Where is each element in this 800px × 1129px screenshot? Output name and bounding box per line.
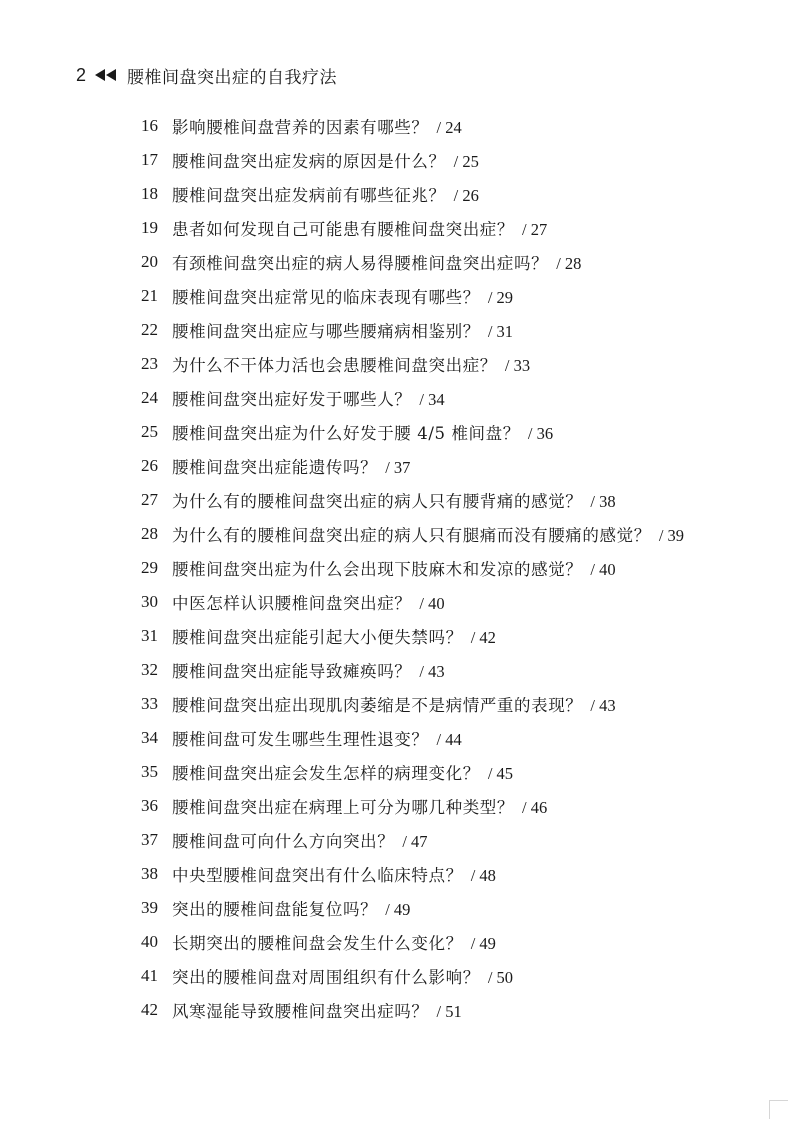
double-left-triangle-icon (95, 69, 117, 81)
toc-entry-title (172, 250, 581, 274)
toc-entry-title (172, 114, 462, 138)
toc-entry-question: 患者如何发现自己可能患有腰椎间盘突出症？ (172, 220, 514, 239)
toc-entry-question: 腰椎间盘突出症能导致瘫痪吗？ (172, 662, 412, 681)
toc-entry-number: 41 (141, 966, 158, 985)
toc-entry-question: 腰椎间盘突出症会发生怎样的病理变化？ (172, 764, 480, 783)
toc-entry-number: 31 (141, 626, 158, 645)
toc-entry-page: / 24 (436, 118, 462, 137)
toc-entry-question: 中医怎样认识腰椎间盘突出症？ (172, 594, 412, 613)
toc-entry-number: 17 (141, 150, 158, 169)
toc-entry-title (172, 658, 445, 682)
toc-entry-page: / 45 (487, 764, 514, 783)
toc-entry-number: 33 (141, 694, 158, 713)
page-corner-mark (769, 1100, 788, 1119)
toc-entry-page: / 51 (436, 1002, 462, 1021)
toc-entry-page: / 44 (436, 730, 462, 749)
toc-entry-number: 21 (141, 286, 158, 305)
toc-entry-page: / 47 (402, 832, 428, 851)
toc-entry-number: 18 (141, 184, 158, 203)
toc-entry-page: / 38 (590, 492, 616, 511)
toc-entry-question: 腰椎间盘突出症出现肌肉萎缩是不是病情严重的表现？ (172, 696, 583, 715)
toc-entry-number: 34 (141, 728, 158, 747)
toc-entry-title (172, 590, 445, 614)
toc-entry-page: / 50 (487, 968, 514, 987)
toc-entry-number: 40 (141, 932, 158, 951)
toc-entry-question: 风寒湿能导致腰椎间盘突出症吗？ (172, 1002, 429, 1021)
toc-entry-question: 腰椎间盘突出症在病理上可分为哪几种类型？ (172, 798, 514, 817)
toc-entry-number: 32 (141, 660, 158, 679)
toc-entry-title (172, 182, 479, 206)
toc-entry-question: 腰椎间盘突出症应与哪些腰痛病相鉴别？ (172, 322, 480, 341)
toc-entry-title (172, 488, 616, 512)
toc-entry-question: 腰椎间盘突出症能引起大小便失禁吗？ (172, 628, 463, 647)
toc-entry-title (172, 964, 513, 988)
toc-entry-question: 突出的腰椎间盘对周围组织有什么影响？ (172, 968, 480, 987)
toc-entry-title (172, 420, 553, 444)
toc-entry-title (172, 794, 547, 818)
page-header (76, 63, 337, 87)
toc-entry-question: 为什么不干体力活也会患腰椎间盘突出症？ (172, 356, 497, 375)
toc-entry-question: 中央型腰椎间盘突出有什么临床特点？ (172, 866, 463, 885)
toc-entry-page: / 31 (487, 322, 514, 341)
toc-entry-title (172, 896, 410, 920)
toc-entry-title (172, 386, 445, 410)
toc-entry-number: 35 (141, 762, 158, 781)
toc-entry-number: 37 (141, 830, 158, 849)
toc-entry-question: 为什么有的腰椎间盘突出症的病人只有腿痛而没有腰痛的感觉？ (172, 526, 651, 545)
running-title: 腰椎间盘突出症的自我疗法 (127, 67, 338, 88)
toc-entry-page: / 40 (590, 560, 616, 579)
toc-entry-question: 腰椎间盘可发生哪些生理性退变？ (172, 730, 429, 749)
toc-entry-title (172, 726, 462, 750)
toc-entry-title (172, 318, 513, 342)
toc-entry-question: 腰椎间盘突出症能遗传吗？ (172, 458, 378, 477)
page-number: 2 (76, 64, 87, 85)
toc-entry-page: / 33 (504, 356, 531, 375)
toc-entry-title (172, 998, 462, 1022)
toc-entry-number: 36 (141, 796, 158, 815)
toc-entry-page: / 39 (658, 526, 685, 545)
toc-entry-title (172, 216, 547, 240)
toc-entry-page: / 46 (522, 798, 548, 817)
toc-entry-title (172, 284, 513, 308)
toc-entry-number: 28 (141, 524, 158, 543)
toc-entry-page: / 49 (385, 900, 411, 919)
toc-entry-question: 腰椎间盘突出症好发于哪些人？ (172, 390, 412, 409)
toc-entry-title (172, 828, 428, 852)
toc-entry-question: 腰椎间盘可向什么方向突出？ (172, 832, 395, 851)
toc-entry-number: 30 (141, 592, 158, 611)
toc-entry-number: 24 (141, 388, 158, 407)
toc-entry-number: 38 (141, 864, 158, 883)
toc-entry-title (172, 760, 513, 784)
toc-entry-question: 突出的腰椎间盘能复位吗？ (172, 900, 378, 919)
toc-entry-title (172, 522, 684, 546)
toc-entry-question: 长期突出的腰椎间盘会发生什么变化？ (172, 934, 463, 953)
toc-entry-title (172, 148, 479, 172)
toc-entry-number: 29 (141, 558, 158, 577)
toc-entry-page: / 26 (453, 186, 479, 205)
toc-entry-number: 19 (141, 218, 158, 237)
toc-entry-question: 腰椎间盘突出症为什么好发于腰 4/5 椎间盘？ (172, 424, 520, 443)
toc-entry-question: 腰椎间盘突出症发病的原因是什么？ (172, 152, 446, 171)
toc-entry-number: 39 (141, 898, 158, 917)
toc-entry-page: / 29 (487, 288, 514, 307)
toc-entry-number: 25 (141, 422, 158, 441)
toc-entry-question: 影响腰椎间盘营养的因素有哪些？ (172, 118, 429, 137)
toc-entry-title (172, 930, 496, 954)
toc-entry-page: / 28 (556, 254, 582, 273)
toc-entry-page: / 42 (470, 628, 496, 647)
toc-entry-page: / 37 (385, 458, 411, 477)
toc-entry-title (172, 862, 496, 886)
toc-entry-number: 26 (141, 456, 158, 475)
toc-entry-title (172, 454, 410, 478)
toc-entry-title (172, 692, 616, 716)
toc-entry-number: 27 (141, 490, 158, 509)
toc-entry-question: 为什么有的腰椎间盘突出症的病人只有腰背痛的感觉？ (172, 492, 583, 511)
toc-entry-page: / 43 (590, 696, 616, 715)
toc-entry-title (172, 556, 616, 580)
toc-entry-page: / 48 (470, 866, 496, 885)
toc-entry-question: 有颈椎间盘突出症的病人易得腰椎间盘突出症吗？ (172, 254, 549, 273)
toc-entry-number: 42 (141, 1000, 158, 1019)
toc-entry-number: 23 (141, 354, 158, 373)
toc-entry-question: 腰椎间盘突出症常见的临床表现有哪些？ (172, 288, 480, 307)
toc-entry-title (172, 624, 496, 648)
toc-entry-number: 16 (141, 116, 158, 135)
toc-entry-title (172, 352, 530, 376)
toc-entry-question: 腰椎间盘突出症为什么会出现下肢麻木和发凉的感觉？ (172, 560, 583, 579)
toc-entry-page: / 43 (419, 662, 445, 681)
toc-entry-number: 22 (141, 320, 158, 339)
toc-entry-number: 20 (141, 252, 158, 271)
toc-entry-page: / 36 (527, 424, 554, 443)
toc-entry-question: 腰椎间盘突出症发病前有哪些征兆？ (172, 186, 446, 205)
toc-entry-page: / 49 (470, 934, 496, 953)
toc-entry-page: / 34 (419, 390, 445, 409)
toc-entry-page: / 27 (522, 220, 548, 239)
toc-entry-page: / 25 (453, 152, 479, 171)
toc-entry-page: / 40 (419, 594, 445, 613)
